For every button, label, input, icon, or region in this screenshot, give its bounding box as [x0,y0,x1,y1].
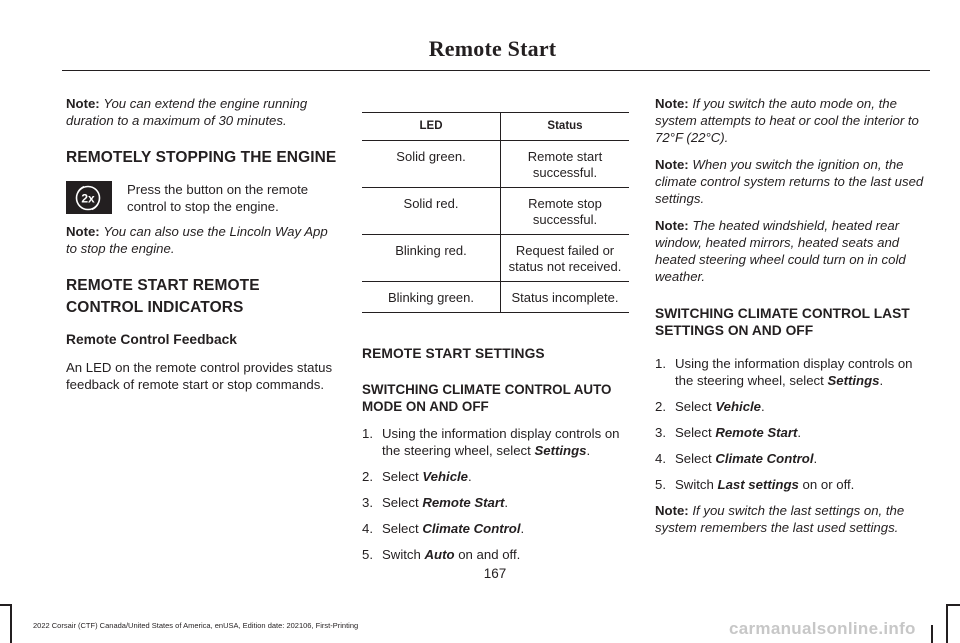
steps-list-last-settings [655,355,927,493]
step-number: 4. [362,521,373,536]
table-row [362,188,629,235]
note-label: Note: [655,503,689,518]
list-item [655,355,927,389]
status-cell: Remote stop successful. [501,188,630,235]
step-text: Using the information display controls on the steering wheel, select [382,426,620,458]
heading-remote-start-settings: REMOTE START SETTINGS [362,346,545,361]
crop-mark [946,604,960,606]
note [66,223,338,257]
column-header-status: Status [501,113,630,141]
steps-list-auto [362,425,632,563]
feedback-paragraph: An LED on the remote control provides status feedback of remote start or stop commands. [66,360,333,392]
note [655,156,927,207]
header-rule [62,70,930,71]
step-suffix: . [520,521,525,536]
subheading-climate-last-settings: SWITCHING CLIMATE CONTROL LAST SETTINGS ON AND OFF [655,306,910,338]
led-status-table [362,112,629,313]
step-emphasis: Auto [424,547,455,562]
step-number: 5. [655,477,666,492]
remote-2x-button-icon [66,181,112,214]
page-number: 167 [483,566,507,581]
list-item [362,494,632,511]
step-text: Select [382,469,423,484]
led-cell: Solid green. [362,141,501,188]
crop-mark [10,604,12,643]
step-suffix: . [504,495,509,510]
note-label: Note: [655,157,689,172]
crop-mark [946,604,948,643]
step-suffix: on and off. [454,547,521,562]
note-label: Note: [655,218,689,233]
step-text: Using the information display controls on the steering wheel, select [675,356,913,388]
note-text: When you switch the ignition on, the climate control system returns to the last used settings. [655,157,924,206]
subheading-climate-auto-mode: SWITCHING CLIMATE CONTROL AUTO MODE ON AND OFF [362,382,612,414]
note-label: Note: [655,96,689,111]
step-emphasis: Vehicle [422,469,469,484]
list-item [655,398,927,415]
list-item [362,520,632,537]
step-suffix: . [468,469,472,484]
list-item [362,546,632,563]
note [655,502,927,536]
footer-edition-info: 2022 Corsair (CTF) Canada/United States of America, enUSA, Edition date: 202106, First-Printing [33,621,359,630]
list-item [362,468,632,485]
step-number: 5. [362,547,373,562]
column-right [655,95,927,546]
note-text: The heated windshield, heated rear window, heated mirrors, heated seats and heated steering wheel could turn on in cold weather. [655,218,906,284]
step-text: Select [675,425,716,440]
step-suffix: . [797,425,802,440]
button-instruction-text: Press the button on the remote control to stop the engine. [127,182,309,214]
step-suffix: . [761,399,765,414]
list-item [362,425,632,459]
status-cell: Remote start successful. [501,141,630,188]
remote-button-instruction [66,181,338,215]
step-emphasis: Last settings [717,477,799,492]
column-left [66,95,338,403]
note-text: If you switch the auto mode on, the system attempts to heat or cool the interior to 72°F (22°C). [655,96,919,145]
step-number: 4. [655,451,666,466]
note [66,95,338,129]
step-emphasis: Remote Start [715,425,798,440]
step-suffix: on or off. [798,477,855,492]
table-header-row [362,113,629,141]
step-suffix: . [879,373,884,388]
crop-mark [931,625,933,643]
heading-remote-control-indicators: REMOTE START REMOTE CONTROL INDICATORS [66,277,260,316]
step-suffix: . [813,451,818,466]
note-text: You can also use the Lincoln Way App to stop the engine. [66,224,328,256]
note-text: You can extend the engine running duration to a maximum of 30 minutes. [66,96,308,128]
step-text: Select [675,399,716,414]
step-number: 3. [655,425,666,440]
step-number: 2. [362,469,373,484]
crop-mark [0,604,12,606]
step-emphasis: Vehicle [715,399,762,414]
step-text: Switch [382,547,425,562]
step-emphasis: Remote Start [422,495,505,510]
led-cell: Blinking red. [362,235,501,282]
list-item [655,424,927,441]
watermark: carmanualsonline.info [729,619,916,638]
note [655,95,927,146]
subheading-remote-control-feedback: Remote Control Feedback [66,332,237,347]
step-emphasis: Settings [534,443,587,458]
note [655,217,927,285]
list-item [655,476,927,493]
page-title: Remote Start [428,36,557,61]
step-text: Switch [675,477,718,492]
led-cell: Solid red. [362,188,501,235]
table-row [362,282,629,313]
step-number: 2. [655,399,666,414]
step-emphasis: Climate Control [715,451,814,466]
note-text: If you switch the last settings on, the system remembers the last used settings. [655,503,905,535]
step-emphasis: Climate Control [422,521,521,536]
step-text: Select [675,451,716,466]
step-emphasis: Settings [827,373,880,388]
step-number: 3. [362,495,373,510]
status-cell: Status incomplete. [501,282,630,313]
step-suffix: . [586,443,591,458]
column-header-led: LED [362,113,501,141]
step-number: 1. [362,426,373,441]
step-text: Select [382,521,423,536]
led-cell: Blinking green. [362,282,501,313]
step-text: Select [382,495,423,510]
heading-remotely-stopping: REMOTELY STOPPING THE ENGINE [66,149,337,166]
column-middle [362,94,632,572]
note-label: Note: [66,96,100,111]
table-row [362,141,629,188]
list-item [655,450,927,467]
table-row [362,235,629,282]
step-number: 1. [655,356,666,371]
status-cell: Request failed or status not received. [501,235,630,282]
note-label: Note: [66,224,100,239]
svg-text:2x: 2x [81,191,95,205]
